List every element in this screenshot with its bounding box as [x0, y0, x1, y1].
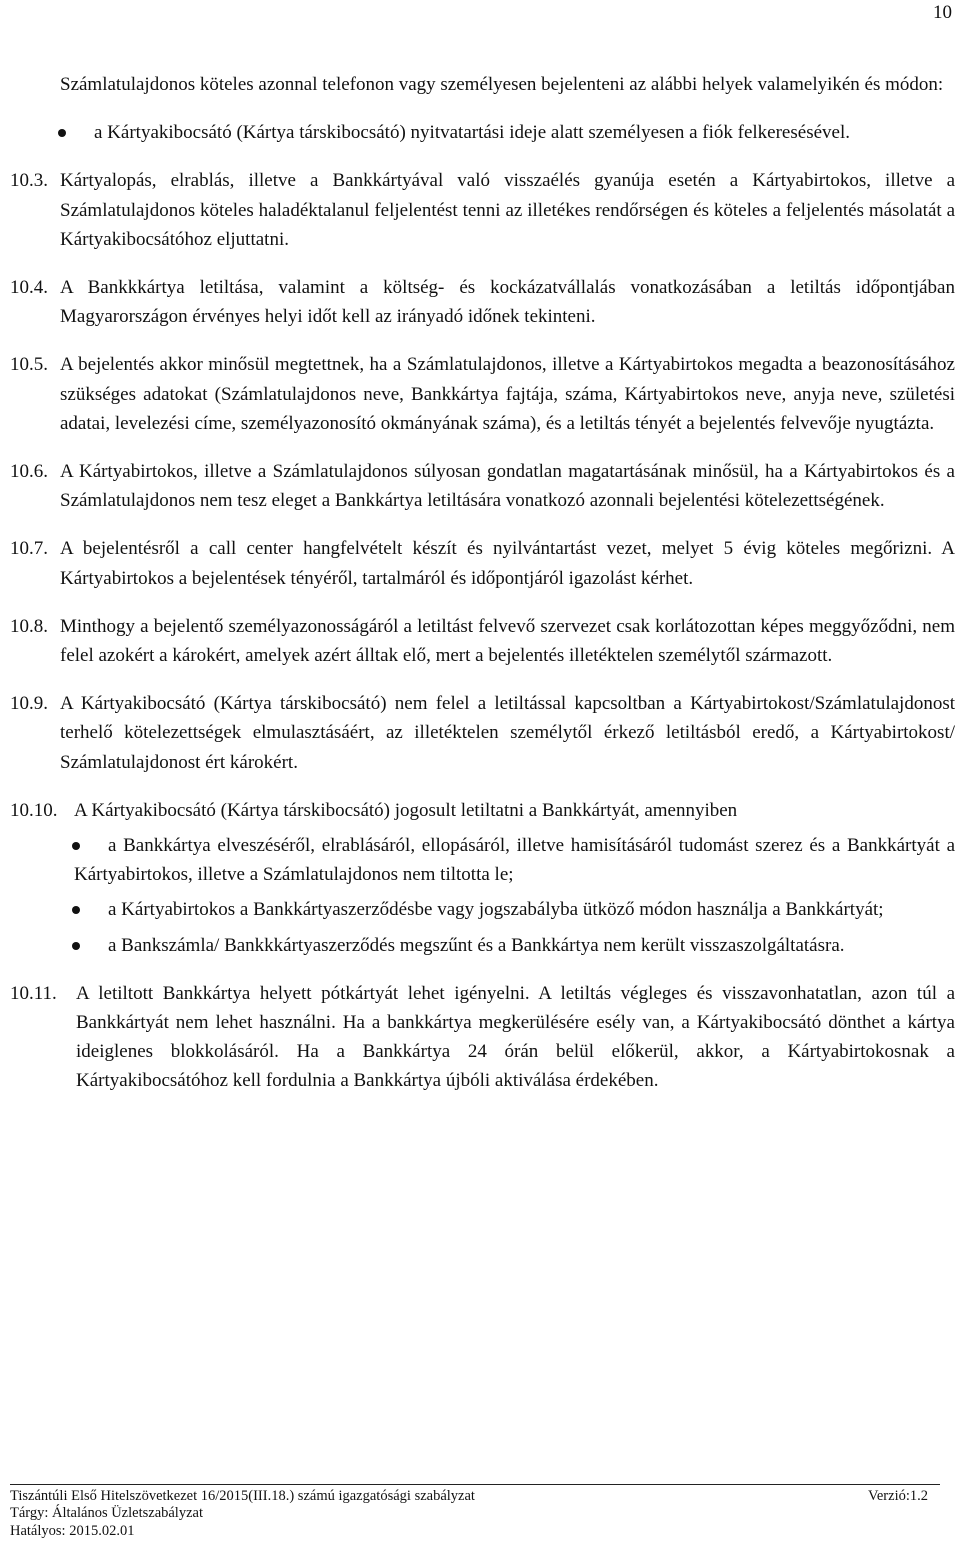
page-footer	[10, 1488, 940, 1541]
section-item	[10, 350, 955, 438]
bullet-item	[74, 831, 955, 889]
section-number: 10.10.	[10, 799, 58, 821]
section-text: A Bankkkártya letiltása, valamint a költség- és kockázatvállalás vonatkozásában a letiltás időpontjában Magyarországon érvényes helyi időt kell az irányadó időnek tekinteni.	[60, 277, 955, 328]
section-text: A letiltott Bankkártya helyett pótkártyát lehet igényelni. A letiltás végleges és visszavonhatatlan, azon túl a Bankkártyát nem lehet használni. Ha a bankkártya megkerülésére esély van, a Kártyakibocsátó dönthet a kártya ideiglenes blokkolásáról. Ha a Bankkártya 24 órán belül előkerül, akkor, a Kártyabirtokosnak a Kártyakibocsátóhoz kell fordulnia a Bankkártya újbóli aktiválása érdekében.	[76, 982, 955, 1092]
section-text: A Kártyakibocsátó (Kártya társkibocsátó) nem felel a letiltással kapcsoltban a Kártyabirtokost/Számlatulajdonost terhelő kötelezettségek elmulasztásáért, az illetéktelen személytől érkező letiltásból eredő, a Kártyabirtokost/ Számlatulajdonost ért károkért.	[60, 693, 955, 773]
bullet-text: a Bankkártya elveszéséről, elrablásáról, ellopásáról, illetve hamisításáról tudomást szerez és a Bankkártyát a Kártyabirtokos, illetve a Számlatulajdonos nem tiltotta le;	[74, 835, 955, 886]
section-10-11	[10, 979, 955, 1096]
section-number: 10.5.	[10, 354, 48, 376]
section-number: 10.8.	[10, 615, 48, 637]
section-item	[10, 457, 955, 515]
section-text: A Kártyakibocsátó (Kártya társkibocsátó) jogosult letiltatni a Bankkártyát, amennyiben	[73, 799, 738, 821]
footer-version: Verzió:1.2	[868, 1487, 928, 1504]
footer-divider	[10, 1484, 940, 1485]
section-item	[10, 612, 955, 670]
bullet-text: a Bankszámla/ Bankkkártyaszerződés megszűnt és a Bankkártya nem került visszaszolgáltatásra.	[108, 934, 845, 956]
bullet-text: a Kártyakibocsátó (Kártya társkibocsátó) nyitvatartási ideje alatt személyesen a fiók felkeresésével.	[94, 122, 850, 144]
bullet-icon	[72, 942, 80, 950]
section-number: 10.6.	[10, 461, 48, 483]
section-text: Kártyalopás, elrablás, illetve a Bankkártyával való visszaélés gyanúja esetén a Kártyabirtokos, illetve a Számlatulajdonos köteles haladéktalanul feljelentést tenni az illetékes rendőrségen és köteles a feljelentés másolatát a Kártyakibocsátóhoz eljuttatni.	[60, 170, 955, 250]
section-item	[10, 166, 955, 254]
bullet-text: a Kártyabirtokos a Bankkártyaszerződésbe vagy jogszabályba ütköző módon használja a Bankkártyát;	[108, 899, 884, 921]
footer-subject: Tárgy: Általános Üzletszabályzat	[10, 1505, 203, 1521]
document-body	[10, 70, 955, 1096]
section-text: A bejelentésről a call center hangfelvételt készít és nyilvántartást vezet, melyet 5 évig köteles megőrizni. A Kártyabirtokos a bejelentések tényéről, tartalmáról és időpontjáról igazolást kérhet.	[60, 538, 955, 589]
section-number: 10.3.	[10, 170, 48, 192]
bullet-item	[74, 931, 955, 960]
intro-paragraph: Számlatulajdonos köteles azonnal telefonon vagy személyesen bejelenteni az alábbi helyek valamelyikén és módon:	[60, 74, 944, 95]
section-10-10-bullets	[74, 831, 955, 960]
bullet-item	[74, 895, 955, 924]
section-number: 10.11.	[10, 982, 57, 1004]
section-item	[10, 689, 955, 777]
footer-regulation: Tiszántúli Első Hitelszövetkezet 16/2015(III.18.) számú igazgatósági szabályzat	[10, 1487, 475, 1504]
section-item	[10, 273, 955, 331]
section-text: A bejelentés akkor minősül megtettnek, ha a Számlatulajdonos, illetve a Kártyabirtokos megadta a beazonosításához szükséges adatokat (Számlatulajdonos neve, Bankkártya fajtája, száma, Kártyabirtokos neve, anyja neve, születési adatai, levelezési címe, személyazonosító okmányának száma), és a letiltás tényét a bejelentés felvevője nyugtázta.	[60, 354, 955, 434]
section-number: 10.4.	[10, 277, 48, 299]
page-number: 10	[933, 2, 952, 23]
footer-effective-date: Hatályos: 2015.02.01	[10, 1522, 135, 1539]
intro-bullet-item	[60, 118, 955, 147]
numbered-sections	[10, 166, 955, 776]
section-number: 10.9.	[10, 693, 48, 715]
section-text: Minthogy a bejelentő személyazonosságáról a letiltást felvevő szervezet csak korlátozottan képes meggyőződni, nem felel azokért a károkért, amelyek azért álltak elő, mert a bejelentés illetéktelen személytől származott.	[60, 615, 955, 667]
section-number: 10.7.	[10, 538, 48, 560]
bullet-icon	[72, 842, 80, 850]
section-10-10	[10, 796, 955, 960]
section-text: A Kártyabirtokos, illetve a Számlatulajdonos súlyosan gondatlan magatartásának minősül, ha a Kártyabirtokos és a Számlatulajdonos nem tesz eleget a Bankkártya letiltására vonatkozó azonnali bejelentési kötelezettségének.	[60, 461, 955, 512]
section-item	[10, 534, 955, 592]
